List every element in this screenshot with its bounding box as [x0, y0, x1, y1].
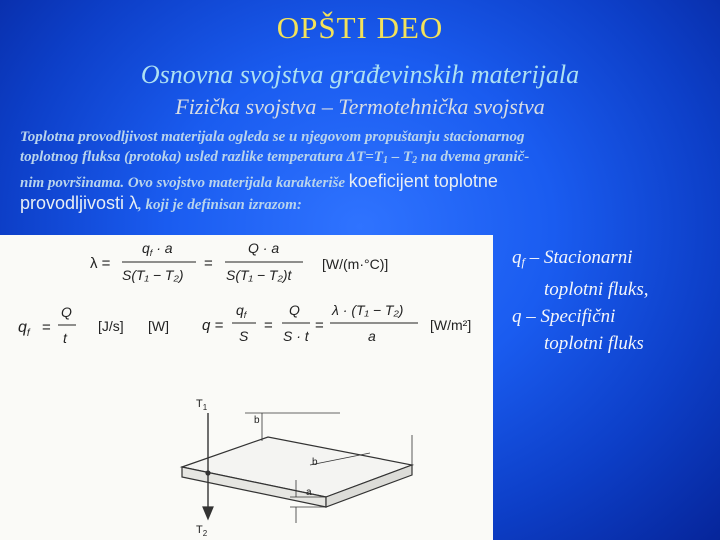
qf-den: t [63, 330, 67, 346]
q-den3: a [368, 328, 376, 344]
q-eq1: = [264, 317, 273, 334]
lambda-den2: S(T₁ − T₂)t [226, 267, 292, 283]
qf-unit-w: [W] [148, 318, 169, 334]
para-term-coefficient: koeficijent toplotne [348, 171, 498, 191]
para-line2b: – T [387, 149, 413, 165]
heat-flow-arrowhead [203, 507, 213, 519]
qf-eq: = [42, 319, 51, 336]
q-lhs: q = [202, 317, 224, 334]
label-b-top: b [254, 415, 260, 426]
q-eq2: = [315, 317, 324, 334]
legend-item2-cont: toplotni fluks [544, 333, 644, 354]
formula-figure [0, 235, 493, 540]
para-term-conductivity: provodljivosti λ [20, 193, 139, 213]
legend-item1: $q_f$ – Stacionarni [512, 247, 633, 269]
slab-point [206, 471, 210, 475]
lambda-unit: [W/(m·°C)] [322, 256, 389, 272]
lambda-den1: S(T₁ − T₂) [122, 267, 184, 283]
para-line1: Toplotna provodljivost materijala ogleda se u njegovom propuštanju stacionarnog [20, 129, 525, 145]
para-sub-2: 2 [412, 155, 418, 166]
q-den2: S · t [283, 328, 309, 344]
slide-title: OPŠTI DEO [276, 10, 444, 45]
qf-unit-js: [J/s] [98, 318, 124, 334]
para-line2a: toplotnog fluksa (protoka) usled razlike temperatura ΔT=T [20, 149, 383, 165]
q-den1: S [239, 328, 249, 344]
label-a: a [306, 487, 312, 498]
q-num3: λ · (T₁ − T₂) [332, 302, 404, 318]
slab-diagram [182, 413, 412, 523]
legend-block [512, 244, 712, 357]
legend-item1-cont: toplotni fluks, [544, 279, 649, 300]
lambda-eq: = [204, 255, 213, 272]
legend-item2: q – Specifični [512, 306, 616, 327]
para-line4c: , koji je definisan izrazom: [138, 197, 302, 213]
lambda-lhs: λ = [90, 255, 111, 272]
qf-num: Q [61, 304, 72, 320]
label-b-side: b [312, 457, 318, 468]
q-unit: [W/m²] [430, 317, 472, 333]
slide-section-heading: Fizička svojstva – Termotehnička svojstva [175, 94, 545, 119]
para-line2c: na dvema granič- [417, 149, 530, 165]
para-sub-1: 1 [382, 155, 388, 166]
para-line3a: nim površinama. Ovo svojstvo materijala karakteriše [20, 175, 349, 191]
slide-subtitle: Osnovna svojstva građevinskih materijala [140, 60, 580, 89]
lambda-num2: Q · a [248, 240, 280, 256]
q-num2: Q [289, 302, 300, 318]
q-num1: $q_f$ [236, 302, 247, 320]
formula-figure-panel [0, 235, 493, 540]
label-t1: $T_1$ [196, 398, 208, 412]
intro-paragraph [20, 127, 710, 215]
lambda-num1: $q_f \cdot a$ [142, 240, 173, 258]
label-t2: $T_2$ [196, 524, 208, 538]
qf-lhs: $q_f$ [18, 319, 30, 339]
